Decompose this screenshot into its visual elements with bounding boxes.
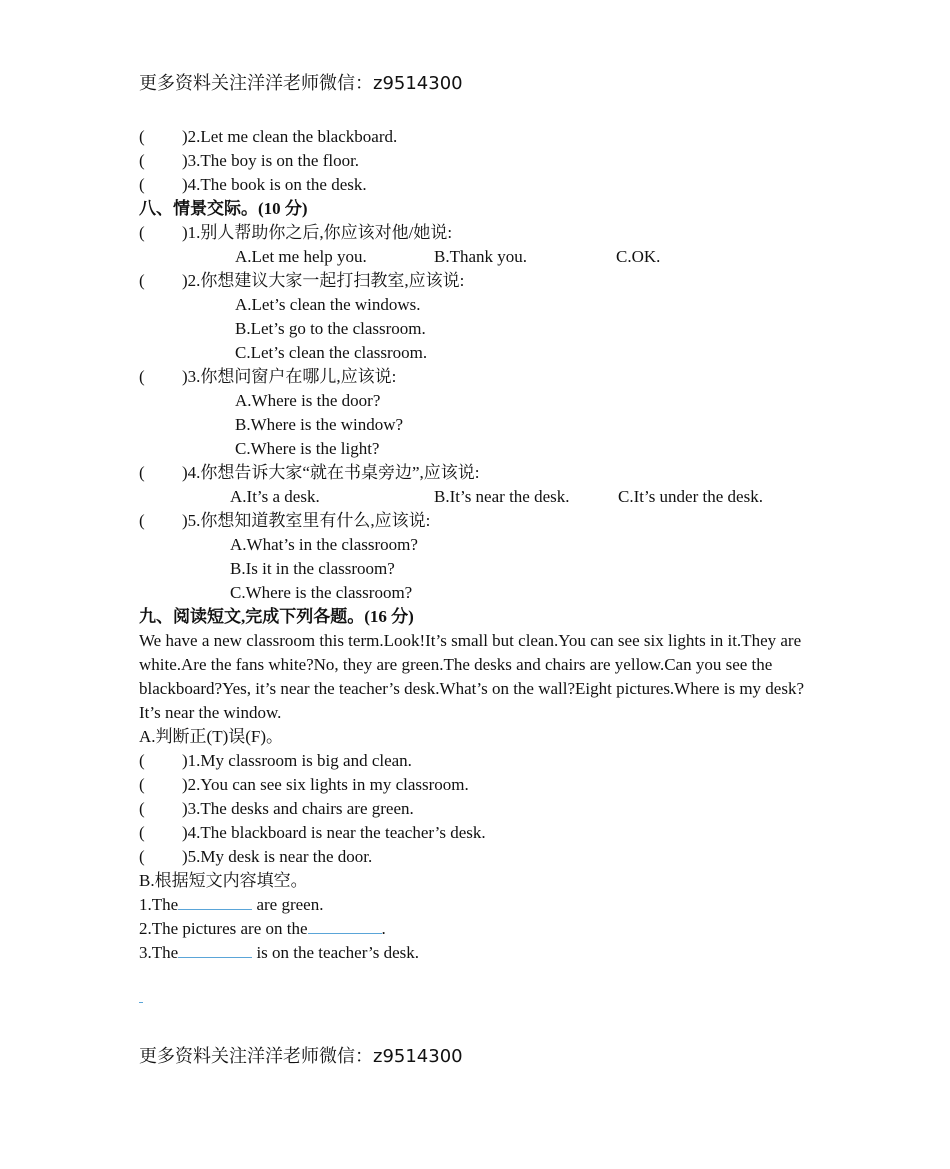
answer-paren[interactable]: ( [139,127,145,146]
question-row [139,509,807,533]
section-heading: 九、阅读短文,完成下列各题。(16 分) [139,607,414,626]
fill-blank-row [139,893,807,917]
option-a [139,389,807,413]
option-a: A.It’s a desk. [230,487,320,506]
question-row [139,461,807,485]
answer-paren[interactable]: ( [139,151,145,170]
option-b: B.Thank you. [434,247,528,266]
answer-paren[interactable]: ( [139,799,145,818]
answer-paren[interactable]: ( [139,775,145,794]
question-row [139,149,807,173]
option-a [139,533,807,557]
answer-paren[interactable]: ( [139,463,145,482]
option-c: C.It’s under the desk. [618,487,763,506]
option-text: B.Where is the window? [235,415,404,434]
option-b: B.It’s near the desk. [434,487,570,506]
question-row [139,845,807,869]
question-text: )2.You can see six lights in my classroom. [182,775,469,794]
answer-paren[interactable]: ( [139,751,145,770]
answer-blank[interactable] [178,893,252,910]
option-c: C.OK. [616,247,661,266]
blank-suffix: are green. [252,895,324,914]
blank-prefix: 2.The pictures are on the [139,919,308,938]
answer-paren[interactable]: ( [139,223,145,242]
fill-blank-row [139,941,807,965]
question-row [139,269,807,293]
option-text: B.Is it in the classroom? [230,559,395,578]
question-text: )3.The boy is on the floor. [182,151,360,170]
part-a-heading: A.判断正(T)误(F)。 [139,727,284,746]
options-row [139,245,807,269]
option-c [139,581,807,605]
answer-paren[interactable]: ( [139,367,145,386]
option-b [139,557,807,581]
option-a [139,293,807,317]
answer-paren[interactable]: ( [139,847,145,866]
question-text: )3.你想问窗户在哪儿,应该说: [182,367,397,386]
part-b-heading: B.根据短文内容填空。 [139,871,308,890]
option-text: A.Where is the door? [235,391,381,410]
section-heading: 八、情景交际。(10 分) [139,199,308,218]
option-text: A.Let’s clean the windows. [235,295,421,314]
page-header: 更多资料关注洋洋老师微信：z9514300 [139,73,463,94]
blank-prefix: 3.The [139,943,179,962]
page-footer: 更多资料关注洋洋老师微信：z9514300 [139,1046,463,1067]
question-row [139,749,807,773]
answer-paren[interactable]: ( [139,823,145,842]
question-text: )4.The book is on the desk. [182,175,367,194]
option-b [139,413,807,437]
question-row [139,173,807,197]
question-row [139,773,807,797]
question-row [139,221,807,245]
option-text: A.What’s in the classroom? [230,535,418,554]
option-text: B.Let’s go to the classroom. [235,319,426,338]
option-c [139,341,807,365]
question-row [139,821,807,845]
question-text: )2.你想建议大家一起打扫教室,应该说: [182,271,465,290]
answer-blank[interactable] [178,941,252,958]
question-text: )4.你想告诉大家“就在书桌旁边”,应该说: [182,463,480,482]
option-a: A.Let me help you. [235,247,367,266]
question-text: )5.你想知道教室里有什么,应该说: [182,511,431,530]
option-text: C.Where is the classroom? [230,583,413,602]
worksheet-body [139,125,807,965]
option-b [139,317,807,341]
options-row [139,485,807,509]
option-text: C.Let’s clean the classroom. [235,343,428,362]
question-text: )3.The desks and chairs are green. [182,799,414,818]
question-row [139,365,807,389]
question-text: )1.别人帮助你之后,你应该对他/她说: [182,223,453,242]
answer-paren[interactable]: ( [139,511,145,530]
question-row [139,797,807,821]
question-text: )4.The blackboard is near the teacher’s desk. [182,823,486,842]
answer-paren[interactable]: ( [139,271,145,290]
blank-suffix: . [381,919,386,938]
reading-passage: We have a new classroom this term.Look!It’s small but clean.You can see six lights in it.They are white.Are the fans white?No, they are green.The desks and chairs are yellow.Can you see the blackboard?Yes, it’s near the teacher’s desk.What’s on the wall?Eight pictures.Where is my desk?It’s near the window. [139,631,805,722]
question-row [139,125,807,149]
blank-prefix: 1.The [139,895,179,914]
answer-blank[interactable] [308,917,382,934]
blank-suffix: is on the teacher’s desk. [252,943,419,962]
underline-mark [139,1002,143,1003]
question-text: )1.My classroom is big and clean. [182,751,412,770]
answer-paren[interactable]: ( [139,175,145,194]
fill-blank-row [139,917,807,941]
option-text: C.Where is the light? [235,439,380,458]
option-c [139,437,807,461]
question-text: )2.Let me clean the blackboard. [182,127,398,146]
question-text: )5.My desk is near the door. [182,847,373,866]
